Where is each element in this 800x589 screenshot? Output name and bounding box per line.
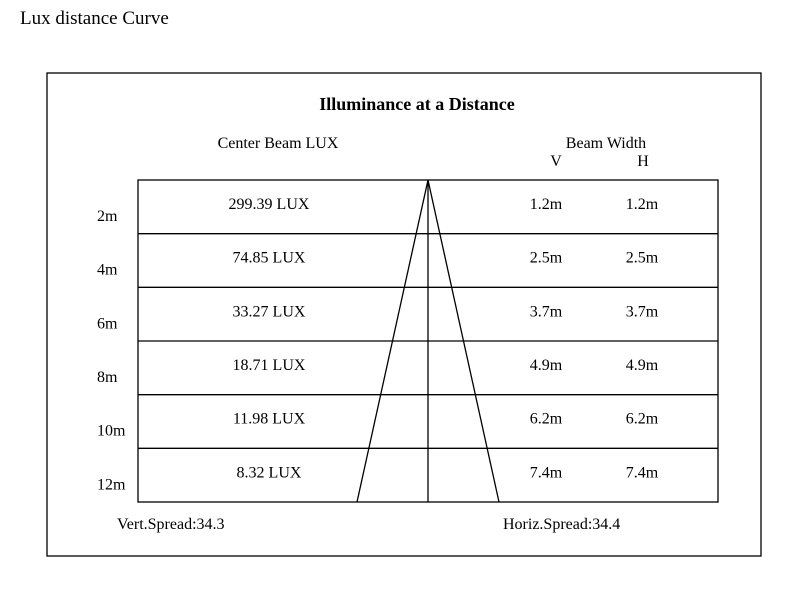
beam-width-h-value: 2.5m — [625, 249, 659, 267]
center-beam-header: Center Beam LUX — [217, 135, 339, 152]
horiz-spread-label: Horiz.Spread:34.4 — [503, 516, 621, 533]
distance-label: 6m — [97, 315, 118, 333]
distance-label: 12m — [97, 476, 126, 494]
distance-label: 2m — [97, 208, 118, 225]
beam-width-v-value: 1.2m — [529, 196, 563, 213]
beam-width-h-header: H — [637, 153, 649, 170]
distance-label: 4m — [97, 261, 118, 279]
beam-width-v-value: 7.4m — [529, 464, 563, 482]
lux-value: 33.27 LUX — [232, 303, 306, 321]
lux-value: 8.32 LUX — [236, 464, 302, 482]
table-row — [97, 411, 659, 440]
beam-width-h-value: 1.2m — [625, 196, 659, 213]
lux-value: 11.98 LUX — [232, 410, 306, 428]
lux-value: 18.71 LUX — [232, 357, 306, 374]
table-row — [97, 357, 659, 386]
beam-width-h-value: 7.4m — [625, 464, 659, 482]
beam-width-h-value: 3.7m — [625, 303, 659, 321]
page-title: Lux distance Curve — [20, 8, 169, 29]
chart-title: Illuminance at a Distance — [319, 94, 515, 114]
table-row — [97, 464, 659, 493]
beam-width-v-header: V — [550, 153, 562, 170]
beam-width-v-value: 3.7m — [529, 303, 563, 321]
lux-value: 299.39 LUX — [228, 196, 310, 213]
beam-width-v-value: 2.5m — [529, 249, 563, 267]
vert-spread-label: Vert.Spread:34.3 — [117, 516, 225, 533]
table-row — [97, 196, 659, 225]
beam-width-v-value: 6.2m — [529, 410, 563, 428]
distance-label: 8m — [97, 369, 118, 386]
beam-width-h-value: 4.9m — [625, 357, 659, 374]
distance-label: 10m — [97, 422, 126, 440]
lux-value: 74.85 LUX — [232, 249, 306, 267]
table-row — [97, 303, 659, 332]
beam-width-h-value: 6.2m — [625, 410, 659, 428]
table-row — [97, 250, 659, 279]
beam-width-header: Beam Width — [565, 135, 647, 152]
beam-width-v-value: 4.9m — [529, 357, 563, 374]
